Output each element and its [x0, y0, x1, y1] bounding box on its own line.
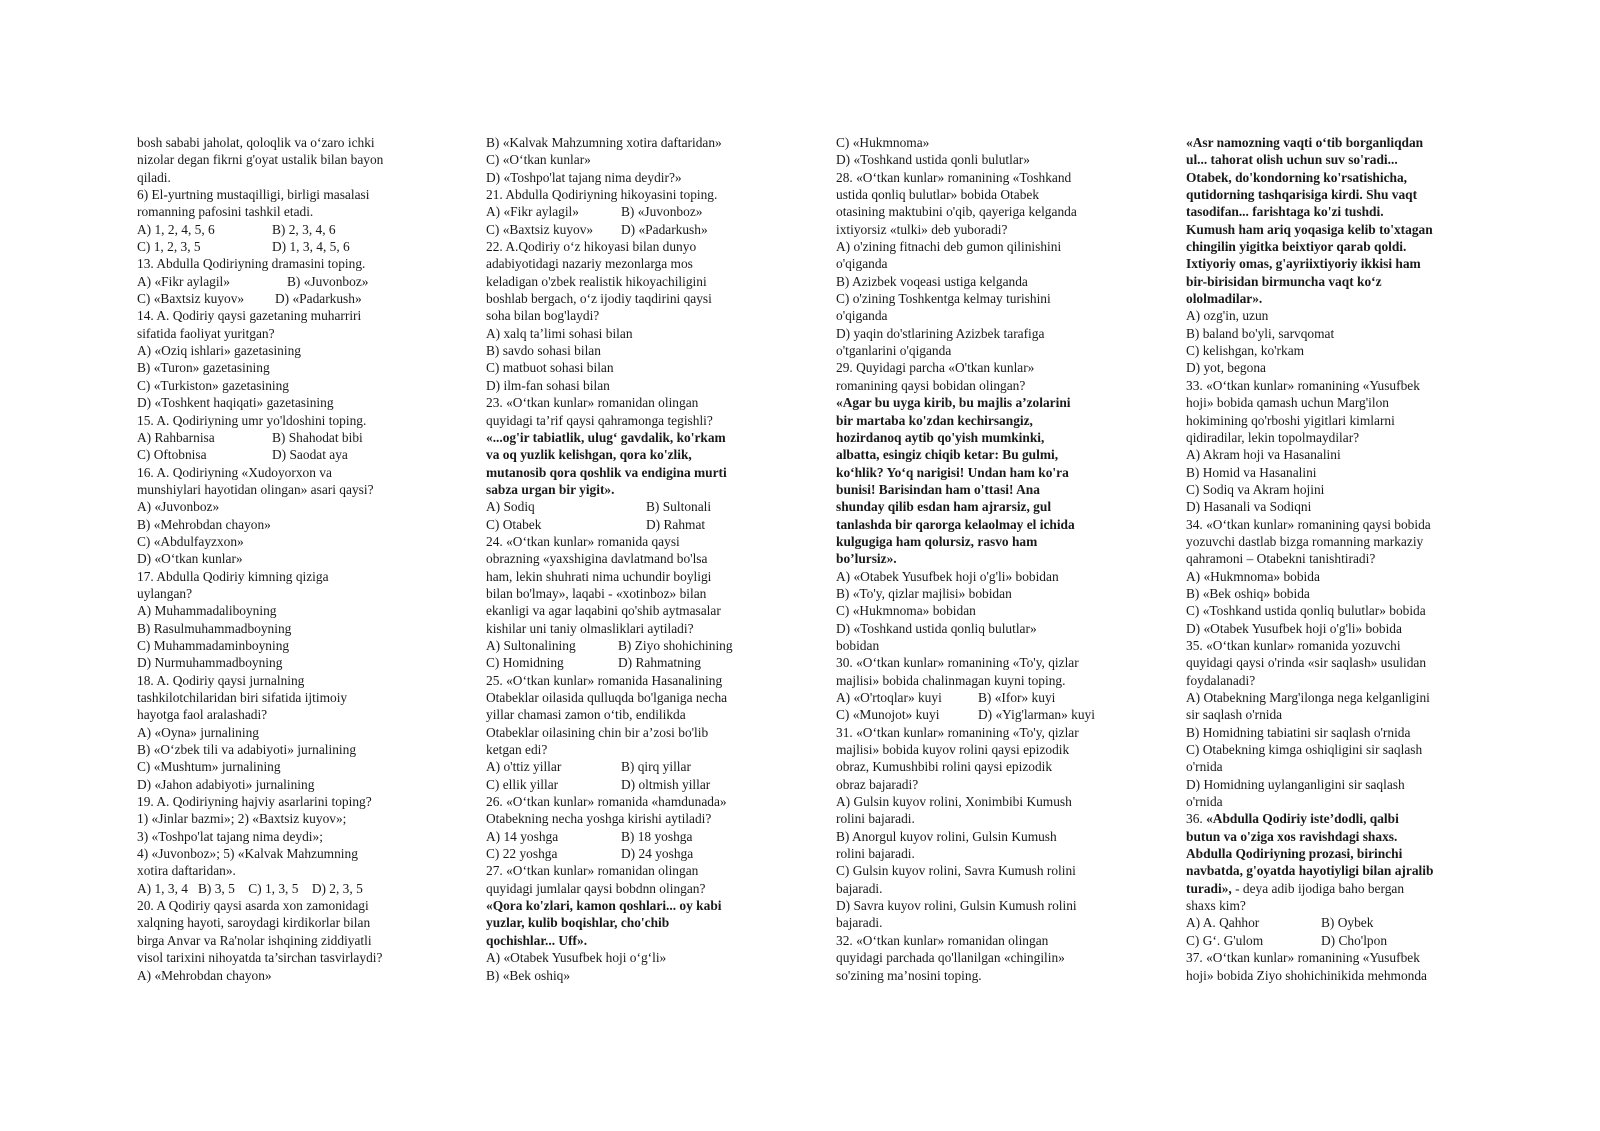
- answer-options-row: [137, 429, 427, 446]
- answer-option: o'rnida: [1186, 759, 1223, 775]
- answer-option: D) «Otabek Yusufbek hoji o'g'li» bobida: [1186, 620, 1402, 636]
- question-text: 23. «O‘tkan kunlar» romanidan olingan: [486, 395, 699, 411]
- answer-option: C) ellik yillar: [486, 776, 559, 792]
- question-text: 15. A. Qodiriyning umr yo'ldoshini toping.: [137, 412, 367, 428]
- quoted-passage: yuzlar, kulib boqishlar, cho'chib: [486, 915, 670, 931]
- answer-option: bajaradi.: [836, 915, 883, 931]
- answer-option: o'tganlarini o'qiganda: [836, 343, 952, 359]
- answer-option: C) «Baxtsiz kuyov»: [486, 221, 594, 237]
- answer-option: A) o'ttiz yillar: [486, 759, 562, 775]
- answer-option: C) «Abdulfayzxon»: [137, 533, 244, 549]
- question-text: hayotga faol aralashadi?: [137, 707, 268, 723]
- question-text: 26. «O‘tkan kunlar» romanida «hamdunada»: [486, 794, 727, 810]
- quoted-passage: ololmadilar».: [1186, 291, 1263, 307]
- question-text: 34. «O‘tkan kunlar» romanining qaysi bobida: [1186, 516, 1431, 532]
- question-text: so'zining ma’nosini toping.: [836, 967, 982, 983]
- answer-option: B) Oybek: [1321, 915, 1374, 931]
- question-text: 33. «O‘tkan kunlar» romanining «Yusufbek: [1186, 377, 1420, 393]
- question-text: quyidagi jumlalar qaysi bobdnn olingan?: [486, 880, 706, 896]
- quoted-passage: Ixtiyoriy omas, g'ayriixtiyoriy ikkisi ham: [1186, 256, 1421, 272]
- answer-option: B) qirq yillar: [621, 759, 691, 775]
- quoted-passage: kulgugiga ham qolursiz, rasvo ham: [836, 533, 1038, 549]
- question-text: shaxs kim?: [1186, 898, 1246, 914]
- answer-option: B) savdo sohasi bilan: [486, 343, 601, 359]
- text-line: bosh sababi jaholat, qoloqlik va o‘zaro ichki: [137, 135, 375, 150]
- question-text: adabiyotidagi nazariy mezonlarga mos: [486, 256, 693, 272]
- answer-option: D) 1, 3, 4, 5, 6: [272, 239, 350, 255]
- question-text: 3) «Toshpo'lat tajang nima deydi»;: [137, 828, 323, 844]
- answer-option: A) 1, 2, 4, 5, 6: [137, 221, 215, 237]
- question-text: soha bilan bog'laydi?: [486, 308, 600, 324]
- question-text: xotira daftaridan».: [137, 863, 236, 879]
- answer-option: o'qiganda: [836, 308, 888, 324]
- question-text: 29. Quyidagi parcha «O'tkan kunlar»: [836, 360, 1035, 376]
- question-text: 19. A. Qodiriyning hajviy asarlarini toping?: [137, 794, 372, 810]
- quoted-passage: bir-birisidan birmuncha vaqt ko‘z: [1186, 273, 1382, 289]
- quoted-passage: turadi»,: [1186, 880, 1236, 896]
- answer-option: A) «Fikr aylagil»: [486, 204, 579, 220]
- answer-option: A) «Otabek Yusufbek hoji o‘g‘li»: [486, 950, 667, 966]
- question-text: romanining qaysi bobidan olingan?: [836, 377, 1026, 393]
- answer-option: A) Muhammadaliboyning: [137, 603, 277, 619]
- question-text: 16. A. Qodiriyning «Xudoyorxon va: [137, 464, 332, 480]
- answer-option: D) «Padarkush»: [621, 221, 708, 237]
- answer-option: D) yot, begona: [1186, 360, 1266, 376]
- text-line: romanning pafosini tashkil etadi.: [137, 204, 314, 220]
- answer-option: B) «Bek oshiq» bobida: [1186, 585, 1310, 601]
- question-text: [1186, 810, 1476, 827]
- answer-option: B) Azizbek voqeasi ustiga kelganda: [836, 273, 1028, 289]
- quoted-passage: bunisi! Barisindan ham o'ttasi! Ana: [836, 481, 1040, 497]
- answer-option: C) o'zining Toshkentga kelmay turishini: [836, 291, 1051, 307]
- answer-option: B) Anorgul kuyov rolini, Gulsin Kumush: [836, 828, 1057, 844]
- question-number: 36.: [1186, 811, 1207, 827]
- answer-option: A) «Otabek Yusufbek hoji o'g'li» bobidan: [836, 568, 1059, 584]
- question-text: 30. «O‘tkan kunlar» romanining «To'y, qizlar: [836, 655, 1079, 671]
- answer-option: C) «Toshkand ustida qonliq bulutlar» bobida: [1186, 603, 1426, 619]
- answer-option: C) «Turkiston» gazetasining: [137, 377, 290, 393]
- answer-option: C) Homidning: [486, 655, 564, 671]
- answer-option: B) «Juvonboz»: [287, 273, 369, 289]
- answer-options-row: [486, 654, 776, 671]
- answer-option: A) Otabekning Marg'ilonga nega kelganligini: [1186, 690, 1430, 705]
- answer-option: D) «Toshpo'lat tajang nima deydir?»: [486, 169, 682, 185]
- question-text: otasining maktubini o'qib, qayeriga kelganda: [836, 204, 1077, 220]
- answer-option: A) Sultonalining: [486, 637, 576, 653]
- question-text: 37. «O‘tkan kunlar» romanining «Yusufbek: [1186, 950, 1420, 966]
- question-text: sifatida faoliyat yuritgan?: [137, 325, 275, 341]
- question-text: visol tarixini nihoyatda ta’sirchan tasvirlaydi?: [137, 950, 383, 966]
- answer-options-row: [486, 637, 776, 654]
- answer-option: D) yaqin do'stlarining Azizbek tarafiga: [836, 325, 1045, 341]
- answer-option: B) baland bo'yli, sarvqomat: [1186, 325, 1335, 341]
- question-text: majlisi» bobida kuyov rolini qaysi epizodik: [836, 742, 1070, 758]
- answer-option: D) oltmish yillar: [621, 776, 711, 792]
- answer-options-row: [486, 758, 776, 775]
- answer-option: rolini bajaradi.: [836, 846, 915, 862]
- answer-option: C) G‘. G'ulom: [1186, 932, 1264, 948]
- question-text: 13. Abdulla Qodiriyning dramasini toping.: [137, 256, 366, 272]
- quoted-passage: qutidorning tashqarisiga kirdi. Shu vaqt: [1186, 187, 1418, 203]
- answer-options-row: [486, 845, 776, 862]
- answer-options-row: [486, 498, 776, 515]
- answer-option: D) Nurmuhammadboyning: [137, 655, 283, 671]
- answer-option: B) «Ifor» kuyi: [978, 690, 1056, 705]
- question-text: tashkilotchilaridan biri sifatida ijtimoiy: [137, 690, 348, 705]
- question-text: 14. A. Qodiriy qaysi gazetaning muharriri: [137, 308, 362, 324]
- quoted-passage: qochishlar... Uff».: [486, 932, 588, 948]
- answer-option: B) 2, 3, 4, 6: [272, 221, 336, 237]
- answer-options-row: [836, 706, 1126, 723]
- question-text: obraz bajaradi?: [836, 776, 919, 792]
- answer-option: A) «Mehrobdan chayon»: [137, 967, 272, 983]
- question-text: keladigan o'zbek realistik hikoyachiligini: [486, 273, 707, 289]
- answer-option: B) Rasulmuhammadboyning: [137, 620, 292, 636]
- answer-options-row: [486, 828, 776, 845]
- answer-option: A) ozg'in, uzun: [1186, 308, 1269, 324]
- quoted-passage: Kumush ham ariq yoqasiga kelib to'xtagan: [1186, 221, 1433, 237]
- question-text: ham, lekin shuhrati nima uchundir boyligi: [486, 568, 712, 584]
- quoted-passage: Otabek, do'kondorning ko'rsatishicha,: [1186, 169, 1408, 185]
- answer-option: D) «Padarkush»: [275, 291, 362, 307]
- answer-option: A) Rahbarnisa: [137, 429, 215, 445]
- question-text: uylangan?: [137, 585, 193, 601]
- question-text: munshiylari hayotidan olingan» asari qaysi?: [137, 481, 374, 497]
- answer-option: D) «Toshkent haqiqati» gazetasining: [137, 395, 334, 411]
- question-text: 21. Abdulla Qodiriyning hikoyasini toping.: [486, 187, 718, 203]
- answer-option: B) «To'y, qizlar majlisi» bobidan: [836, 585, 1012, 601]
- answer-option: B) «O‘zbek tili va adabiyoti» jurnalining: [137, 742, 357, 758]
- answer-option: A) Gulsin kuyov rolini, Xonimbibi Kumush: [836, 794, 1072, 810]
- answer-option: C) «Munojot» kuyi: [836, 707, 940, 723]
- answer-option: B) Ziyo shohichining: [618, 637, 733, 653]
- question-text: Otabekning necha yoshga kirishi aytiladi?: [486, 811, 712, 827]
- question-text: ustida qonliq bulutlar» bobida Otabek: [836, 187, 1040, 203]
- question-text: obrazning «yaxshigina davlatmand bo'lsa: [486, 551, 708, 567]
- answer-option: A) «O'rtoqlar» kuyi: [836, 690, 942, 705]
- answer-option: C) «O‘tkan kunlar»: [486, 152, 591, 168]
- text-column-4: [1186, 134, 1476, 984]
- answer-options-row: [486, 203, 776, 220]
- question-text: yillar chamasi zamon o‘tib, endilikda: [486, 707, 686, 723]
- question-text: 27. «O‘tkan kunlar» romanidan olingan: [486, 863, 699, 879]
- answer-option: C) Gulsin kuyov rolini, Savra Kumush rolini: [836, 863, 1076, 879]
- question-text: hoji» bobida Ziyo shohichinikida mehmonda: [1186, 967, 1427, 983]
- question-text: xalqning hayoti, saroydagi kirdikorlar bilan: [137, 915, 371, 931]
- answer-options-row: [137, 446, 427, 463]
- answer-option: C) Sodiq va Akram hojini: [1186, 481, 1325, 497]
- answer-option: A) A. Qahhor: [1186, 915, 1260, 931]
- question-text: quyidagi qaysi o'rinda «sir saqlash» usulidan: [1186, 655, 1427, 671]
- answer-option: B) Homid va Hasanalini: [1186, 464, 1317, 480]
- question-text: 24. «O‘tkan kunlar» romanida qaysi: [486, 533, 680, 549]
- question-text: bilan bo'lmay», laqabi - «xotinboz» bilan: [486, 585, 707, 601]
- question-text: ixtiyorsiz «tulki» deb yuboradi?: [836, 221, 1008, 237]
- answer-option: sir saqlash o'rnida: [1186, 707, 1283, 723]
- quoted-passage: «...og'ir tabiatlik, ulug‘ gavdalik, ko'rkam: [486, 429, 726, 445]
- question-text: 4) «Juvonboz»; 5) «Kalvak Mahzumning: [137, 846, 358, 862]
- question-text: ketgan edi?: [486, 742, 548, 758]
- quoted-passage: tanlashda bir qarorga kelaolmay el ichida: [836, 516, 1075, 532]
- answer-option: A) xalq ta’limi sohasi bilan: [486, 325, 633, 341]
- quoted-passage: va oq yuzlik kelishgan, qora ko'zlik,: [486, 447, 692, 463]
- question-text: 25. «O‘tkan kunlar» romanida Hasanalining: [486, 672, 723, 688]
- answer-option: D) ilm-fan sohasi bilan: [486, 377, 610, 393]
- question-text: birga Anvar va Ra'nolar ishqining ziddiyatli: [137, 932, 372, 948]
- quoted-passage: butun va o'ziga xos ravishdagi shaxs.: [1186, 828, 1398, 844]
- question-text: Otabeklar oilasining chin bir a’zosi bo'lib: [486, 724, 709, 740]
- quoted-passage: sabza urgan bir yigit».: [486, 481, 615, 497]
- answer-option: A) Sodiq: [486, 499, 535, 515]
- quoted-passage: «Abdulla Qodiriy iste’dodli, qalbi: [1206, 811, 1399, 827]
- answer-option: A) Akram hoji va Hasanalini: [1186, 447, 1341, 463]
- question-text: hoji» bobida qamash uchun Marg'ilon: [1186, 395, 1389, 411]
- quoted-passage: «Qora ko'zlari, kamon qoshlari... oy kabi: [486, 898, 722, 914]
- answer-option: D) Savra kuyov rolini, Gulsin Kumush rolini: [836, 898, 1077, 914]
- answer-option: B) «Bek oshiq»: [486, 967, 571, 983]
- answer-options-row: [486, 221, 776, 238]
- question-text: yozuvchi dastlab bizga romanning markaziy: [1186, 533, 1424, 549]
- answer-option: D) «Jahon adabiyoti» jurnalining: [137, 776, 315, 792]
- answer-option: A) «Oziq ishlari» gazetasining: [137, 343, 301, 359]
- question-text: majlisi» bobida chalinmagan kuyni toping.: [836, 672, 1066, 688]
- answer-option: o'qiganda: [836, 256, 888, 272]
- quoted-passage: Abdulla Qodiriyning prozasi, birinchi: [1186, 846, 1403, 862]
- answer-option: C) «Mushtum» jurnalining: [137, 759, 281, 775]
- answer-option: D) «O‘tkan kunlar»: [137, 551, 243, 567]
- question-text: 22. A.Qodiriy o‘z hikoyasi bilan dunyo: [486, 239, 697, 255]
- quoted-passage: shunday qilib esdan ham ajrarsiz, gul: [836, 499, 1052, 515]
- quoted-passage: bir martaba ko'zdan kechirsangiz,: [836, 412, 1033, 428]
- question-text: ekanligi va agar laqabini qo'shib aytmasalar: [486, 603, 721, 619]
- answer-option: D) Homidning uylanganligini sir saqlash: [1186, 776, 1405, 792]
- answer-option: B) «Kalvak Mahzumning xotira daftaridan»: [486, 135, 722, 150]
- answer-option: C) «Hukmnoma» bobidan: [836, 603, 976, 619]
- answer-option: D) «Yig'larman» kuyi: [978, 707, 1095, 723]
- answer-option: A) «Oyna» jurnalining: [137, 724, 259, 740]
- question-text: 1) «Jinlar bazmi»; 2) «Baxtsiz kuyov»;: [137, 811, 347, 827]
- text-line: 6) El-yurtning mustaqilligi, birligi masalasi: [137, 187, 370, 203]
- answer-option: C) Muhammadaminboyning: [137, 637, 290, 653]
- answer-option: C) Oftobnisa: [137, 447, 207, 463]
- question-text: 28. «O‘tkan kunlar» romanining «Toshkand: [836, 169, 1072, 185]
- question-text: qahramoni – Otabekni tanishtiradi?: [1186, 551, 1376, 567]
- answer-option: A) o'zining fitnachi deb gumon qilinishini: [836, 239, 1062, 255]
- answer-option: A) 14 yoshga: [486, 828, 559, 844]
- question-text: kishilar uni taniy olmasliklari aytiladi?: [486, 620, 694, 636]
- quoted-passage: ul... tahorat olish uchun suv so'radi...: [1186, 152, 1398, 168]
- question-text: 35. «O‘tkan kunlar» romanida yozuvchi: [1186, 637, 1401, 653]
- quoted-passage: ko‘hlik? Yo‘q narigisi! Undan ham ko'ra: [836, 464, 1069, 480]
- answer-option: C) 1, 2, 3, 5: [137, 239, 201, 255]
- quoted-passage: hozirdanoq aytib qo'yish mumkinki,: [836, 429, 1045, 445]
- question-text: hokimining qo'rboshi yigitlari kimlarni: [1186, 412, 1395, 428]
- text-line: qiladi.: [137, 169, 171, 185]
- answer-option: C) Otabek: [486, 516, 542, 532]
- answer-option: B) Shahodat bibi: [272, 429, 363, 445]
- question-text: 18. A. Qodiriy qaysi jurnalning: [137, 672, 305, 688]
- answer-option: B) 18 yoshga: [621, 828, 693, 844]
- answer-option: C) 22 yoshga: [486, 846, 558, 862]
- answer-option: bajaradi.: [836, 880, 883, 896]
- answer-option: D) Hasanali va Sodiqni: [1186, 499, 1312, 515]
- question-text: quyidagi ta’rif qaysi qahramonga tegishli?: [486, 412, 713, 428]
- answer-options-row: A) 1, 3, 4 B) 3, 5 C) 1, 3, 5 D) 2, 3, 5: [137, 880, 363, 896]
- question-text: [1186, 880, 1476, 897]
- answer-option: B) «Turon» gazetasining: [137, 360, 270, 376]
- text-column-3: [836, 134, 1126, 984]
- answer-option: o'rnida: [1186, 794, 1223, 810]
- question-text: obraz, Kumushbibi rolini qaysi epizodik: [836, 759, 1053, 775]
- question-text: 17. Abdulla Qodiriy kimning qiziga: [137, 568, 329, 584]
- answer-options-row: [836, 689, 1126, 706]
- quoted-passage: «Asr namozning vaqti o‘tib borganliqdan: [1186, 135, 1424, 150]
- answer-options-row: [486, 776, 776, 793]
- answer-option: rolini bajaradi.: [836, 811, 915, 827]
- answer-option: D) Rahmat: [646, 516, 706, 532]
- question-text: 32. «O‘tkan kunlar» romanidan olingan: [836, 932, 1049, 948]
- answer-option: B) Homidning tabiatini sir saqlash o'rnida: [1186, 724, 1411, 740]
- quoted-passage: albatta, esingiz chiqib ketar: Bu gulmi,: [836, 447, 1059, 463]
- answer-options-row: [137, 273, 427, 290]
- answer-option: C) «Hukmnoma»: [836, 135, 930, 150]
- answer-options-row: [137, 221, 427, 238]
- quoted-passage: tasodifan... farishtaga ko'zi tushdi.: [1186, 204, 1384, 220]
- answer-option: A) «Hukmnoma» bobida: [1186, 568, 1320, 584]
- question-text: foydalanadi?: [1186, 672, 1256, 688]
- question-text: 20. A Qodiriy qaysi asarda xon zamonidagi: [137, 898, 369, 914]
- answer-options-row: [1186, 914, 1476, 931]
- answer-option: D) «Toshkand ustida qonli bulutlar»: [836, 152, 1030, 168]
- question-text: 31. «O‘tkan kunlar» romanining «To'y, qizlar: [836, 724, 1079, 740]
- answer-option: B) «Mehrobdan chayon»: [137, 516, 271, 532]
- question-text: quyidagi parchada qo'llanilgan «chingilin»: [836, 950, 1065, 966]
- answer-options-row: [1186, 932, 1476, 949]
- answer-option: C) «Baxtsiz kuyov»: [137, 291, 245, 307]
- answer-option: bobidan: [836, 637, 880, 653]
- text-column-2: [486, 134, 776, 984]
- quoted-passage: navbatda, g'oyatda hayotiyligi bilan ajralib: [1186, 863, 1434, 879]
- answer-option: D) Cho'lpon: [1321, 932, 1388, 948]
- question-text: qidiradilar, lekin topolmaydilar?: [1186, 429, 1360, 445]
- answer-option: D) Saodat aya: [272, 447, 348, 463]
- quoted-passage: «Agar bu uyga kirib, bu majlis a’zolarini: [836, 395, 1071, 411]
- answer-options-row: [486, 516, 776, 533]
- quoted-passage: bo’lursiz».: [836, 551, 897, 567]
- text-line: nizolar degan fikrni g'oyat ustalik bilan bayon: [137, 152, 384, 168]
- question-text: Otabeklar oilasida qulluqda bo'lganiga necha: [486, 690, 728, 705]
- answer-options-row: [137, 238, 427, 255]
- quoted-passage: mutanosib qora qoshlik va endigina murti: [486, 464, 727, 480]
- answer-option: C) Otabekning kimga oshiqligini sir saqlash: [1186, 742, 1423, 758]
- answer-option: D) 24 yoshga: [621, 846, 694, 862]
- answer-option: D) «Toshkand ustida qonliq bulutlar»: [836, 620, 1037, 636]
- answer-option: B) «Juvonboz»: [621, 204, 703, 220]
- text-column-1: [137, 134, 427, 984]
- answer-option: A) «Fikr aylagil»: [137, 273, 230, 289]
- answer-options-row: [137, 290, 427, 307]
- question-text: boshlab bergach, o‘z ijodiy taqdirini qaysi: [486, 291, 712, 307]
- answer-option: D) Rahmatning: [618, 655, 701, 671]
- quoted-passage: chingilin yigitka beixtiyor qarab qoldi.: [1186, 239, 1407, 255]
- answer-option: C) matbuot sohasi bilan: [486, 360, 614, 376]
- question-text-tail: - deya adib ijodiga baho bergan: [1235, 880, 1405, 896]
- answer-option: C) kelishgan, ko'rkam: [1186, 343, 1305, 359]
- answer-option: A) «Juvonboz»: [137, 499, 220, 515]
- answer-option: B) Sultonali: [646, 499, 712, 515]
